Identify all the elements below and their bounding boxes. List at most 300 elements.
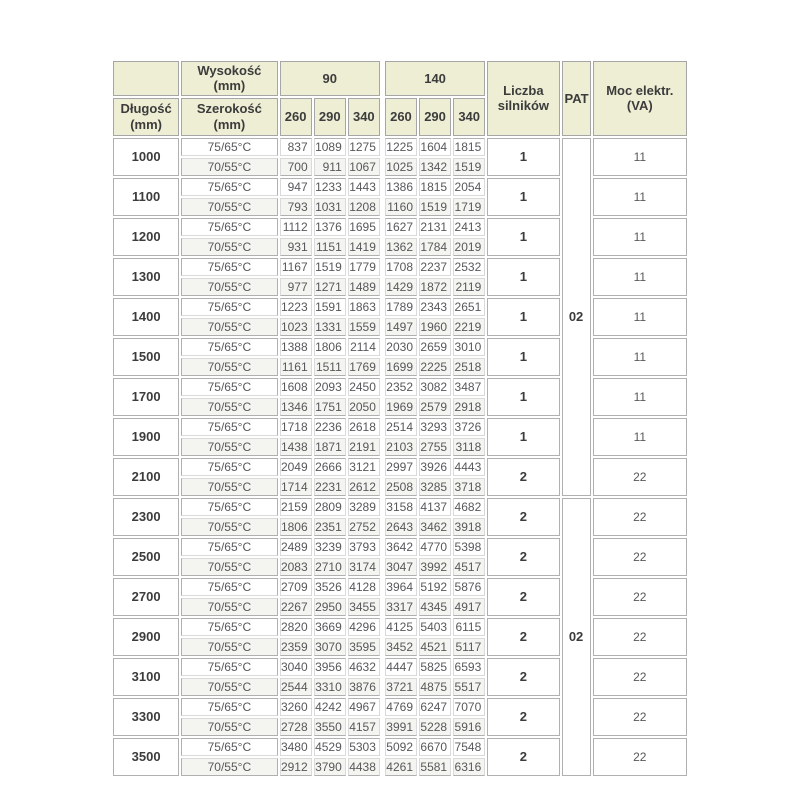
output-value-cell: 5192 — [419, 578, 451, 596]
motors-count-cell: 1 — [487, 178, 559, 216]
output-value-cell: 4447 — [385, 658, 417, 676]
output-value-cell: 3118 — [453, 438, 485, 456]
output-value-cell: 3317 — [385, 598, 417, 616]
output-value-cell: 3239 — [314, 538, 346, 556]
temp-label-cell: 70/55°C — [181, 398, 277, 416]
group-divider — [382, 338, 383, 356]
motors-count-cell: 2 — [487, 618, 559, 656]
row-1100-75-65 — [113, 178, 687, 196]
power-cell: 22 — [593, 618, 687, 656]
output-value-cell: 2532 — [453, 258, 485, 276]
temp-label-cell: 70/55°C — [181, 638, 277, 656]
group-divider — [382, 758, 383, 776]
temp-label-cell: 70/55°C — [181, 318, 277, 336]
power-cell: 22 — [593, 498, 687, 536]
temp-label-cell: 75/65°C — [181, 218, 277, 236]
group-divider — [382, 178, 383, 196]
temp-label-cell: 70/55°C — [181, 158, 277, 176]
height-90-header: 90 — [280, 61, 380, 96]
length-cell: 1400 — [113, 298, 179, 336]
output-value-cell: 1331 — [314, 318, 346, 336]
output-value-cell: 2710 — [314, 558, 346, 576]
output-value-cell: 1511 — [314, 358, 346, 376]
output-value-cell: 1708 — [385, 258, 417, 276]
group-divider — [382, 138, 383, 156]
output-value-cell: 1443 — [348, 178, 380, 196]
output-value-cell: 1161 — [280, 358, 312, 376]
temp-label-cell: 70/55°C — [181, 758, 277, 776]
output-value-cell: 4917 — [453, 598, 485, 616]
output-value-cell: 3595 — [348, 638, 380, 656]
output-value-cell: 4632 — [348, 658, 380, 676]
temp-label-cell: 70/55°C — [181, 678, 277, 696]
power-cell: 22 — [593, 458, 687, 496]
output-value-cell: 1960 — [419, 318, 451, 336]
output-value-cell: 2544 — [280, 678, 312, 696]
output-value-cell: 911 — [314, 158, 346, 176]
length-cell: 3500 — [113, 738, 179, 776]
output-value-cell: 3174 — [348, 558, 380, 576]
output-value-cell: 4967 — [348, 698, 380, 716]
output-value-cell: 2236 — [314, 418, 346, 436]
output-value-cell: 1429 — [385, 278, 417, 296]
output-value-cell: 2119 — [453, 278, 485, 296]
row-2900-75-65 — [113, 618, 687, 636]
output-value-cell: 2489 — [280, 538, 312, 556]
output-value-cell: 1167 — [280, 258, 312, 276]
output-value-cell: 5581 — [419, 758, 451, 776]
output-value-cell: 3070 — [314, 638, 346, 656]
row-1500-75-65 — [113, 338, 687, 356]
output-value-cell: 2219 — [453, 318, 485, 336]
temp-label-cell: 75/65°C — [181, 258, 277, 276]
group-divider — [382, 558, 383, 576]
group-divider — [382, 158, 383, 176]
output-value-cell: 2159 — [280, 498, 312, 516]
group-divider — [382, 698, 383, 716]
temp-label-cell: 70/55°C — [181, 358, 277, 376]
power-cell: 11 — [593, 258, 687, 296]
group-divider — [382, 438, 383, 456]
power-cell: 22 — [593, 538, 687, 576]
output-value-cell: 1608 — [280, 378, 312, 396]
group-divider — [382, 638, 383, 656]
output-value-cell: 3991 — [385, 718, 417, 736]
output-value-cell: 1815 — [419, 178, 451, 196]
output-value-cell: 1342 — [419, 158, 451, 176]
output-value-cell: 2450 — [348, 378, 380, 396]
motors-count-cell: 1 — [487, 338, 559, 376]
height-header: Wysokość (mm) — [181, 61, 277, 96]
output-value-cell: 3082 — [419, 378, 451, 396]
output-value-cell: 4438 — [348, 758, 380, 776]
output-value-cell: 2083 — [280, 558, 312, 576]
temp-label-cell: 75/65°C — [181, 138, 277, 156]
length-cell: 1700 — [113, 378, 179, 416]
temp-label-cell: 75/65°C — [181, 298, 277, 316]
group-divider — [382, 718, 383, 736]
output-value-cell: 5117 — [453, 638, 485, 656]
output-value-cell: 3289 — [348, 498, 380, 516]
output-value-cell: 2231 — [314, 478, 346, 496]
output-value-cell: 2030 — [385, 338, 417, 356]
temp-label-cell: 70/55°C — [181, 518, 277, 536]
output-value-cell: 1112 — [280, 218, 312, 236]
temp-label-cell: 70/55°C — [181, 718, 277, 736]
output-value-cell: 1233 — [314, 178, 346, 196]
output-value-cell: 837 — [280, 138, 312, 156]
output-value-cell: 4125 — [385, 618, 417, 636]
output-value-cell: 1695 — [348, 218, 380, 236]
output-value-cell: 5517 — [453, 678, 485, 696]
length-header: Długość (mm) — [113, 98, 179, 136]
group-divider — [382, 578, 383, 596]
output-value-cell: 3121 — [348, 458, 380, 476]
output-value-cell: 1806 — [280, 518, 312, 536]
output-value-cell: 3455 — [348, 598, 380, 616]
width-260-header: 260 — [385, 98, 417, 136]
output-value-cell: 3010 — [453, 338, 485, 356]
output-value-cell: 2225 — [419, 358, 451, 376]
temp-label-cell: 70/55°C — [181, 558, 277, 576]
output-value-cell: 1871 — [314, 438, 346, 456]
output-value-cell: 3964 — [385, 578, 417, 596]
output-value-cell: 5092 — [385, 738, 417, 756]
output-value-cell: 1806 — [314, 338, 346, 356]
output-value-cell: 3926 — [419, 458, 451, 476]
power-cell: 11 — [593, 338, 687, 376]
power-cell: 11 — [593, 178, 687, 216]
temp-label-cell: 70/55°C — [181, 438, 277, 456]
output-value-cell: 3793 — [348, 538, 380, 556]
motors-count-cell: 2 — [487, 458, 559, 496]
output-value-cell: 2343 — [419, 298, 451, 316]
output-value-cell: 2752 — [348, 518, 380, 536]
corner-cell — [113, 61, 179, 96]
output-value-cell: 1751 — [314, 398, 346, 416]
motors-count-cell: 1 — [487, 418, 559, 456]
output-value-cell: 4128 — [348, 578, 380, 596]
power-cell: 11 — [593, 218, 687, 256]
temp-label-cell: 75/65°C — [181, 698, 277, 716]
length-cell: 2500 — [113, 538, 179, 576]
output-value-cell: 4529 — [314, 738, 346, 756]
power-cell: 22 — [593, 738, 687, 776]
group-divider — [382, 478, 383, 496]
output-value-cell: 3462 — [419, 518, 451, 536]
power-cell: 22 — [593, 578, 687, 616]
output-value-cell: 4875 — [419, 678, 451, 696]
output-value-cell: 3487 — [453, 378, 485, 396]
output-value-cell: 1362 — [385, 238, 417, 256]
output-value-cell: 2666 — [314, 458, 346, 476]
motors-count-cell: 2 — [487, 498, 559, 536]
pat-cell: 02 — [562, 498, 591, 776]
output-value-cell: 3310 — [314, 678, 346, 696]
length-cell: 1000 — [113, 138, 179, 176]
output-value-cell: 6247 — [419, 698, 451, 716]
output-value-cell: 4296 — [348, 618, 380, 636]
group-divider — [382, 418, 383, 436]
length-cell: 3300 — [113, 698, 179, 736]
output-value-cell: 1863 — [348, 298, 380, 316]
group-divider — [382, 218, 383, 236]
output-value-cell: 2651 — [453, 298, 485, 316]
output-value-cell: 1160 — [385, 198, 417, 216]
motors-count-cell: 2 — [487, 738, 559, 776]
row-1900-75-65 — [113, 418, 687, 436]
output-value-cell: 1784 — [419, 238, 451, 256]
output-value-cell: 3293 — [419, 418, 451, 436]
temp-label-cell: 75/65°C — [181, 418, 277, 436]
output-value-cell: 3526 — [314, 578, 346, 596]
radiator-spec-table — [111, 59, 689, 778]
temp-label-cell: 70/55°C — [181, 278, 277, 296]
output-value-cell: 2508 — [385, 478, 417, 496]
output-value-cell: 3158 — [385, 498, 417, 516]
row-3500-75-65 — [113, 738, 687, 756]
output-value-cell: 2093 — [314, 378, 346, 396]
width-340-header: 340 — [453, 98, 485, 136]
output-value-cell: 1497 — [385, 318, 417, 336]
output-value-cell: 2237 — [419, 258, 451, 276]
output-value-cell: 2912 — [280, 758, 312, 776]
output-value-cell: 7548 — [453, 738, 485, 756]
output-value-cell: 4345 — [419, 598, 451, 616]
output-value-cell: 1208 — [348, 198, 380, 216]
temp-label-cell: 70/55°C — [181, 478, 277, 496]
row-2700-75-65 — [113, 578, 687, 596]
power-cell: 11 — [593, 138, 687, 176]
output-value-cell: 3718 — [453, 478, 485, 496]
power-cell: 11 — [593, 298, 687, 336]
output-value-cell: 4443 — [453, 458, 485, 476]
output-value-cell: 931 — [280, 238, 312, 256]
output-value-cell: 5876 — [453, 578, 485, 596]
output-value-cell: 1376 — [314, 218, 346, 236]
output-value-cell: 3669 — [314, 618, 346, 636]
output-value-cell: 3876 — [348, 678, 380, 696]
group-divider — [382, 498, 383, 516]
output-value-cell: 1419 — [348, 238, 380, 256]
row-2100-75-65 — [113, 458, 687, 476]
output-value-cell: 6593 — [453, 658, 485, 676]
output-value-cell: 5228 — [419, 718, 451, 736]
output-value-cell: 1789 — [385, 298, 417, 316]
output-value-cell: 2050 — [348, 398, 380, 416]
output-value-cell: 1519 — [419, 198, 451, 216]
output-value-cell: 5916 — [453, 718, 485, 736]
group-divider — [382, 238, 383, 256]
output-value-cell: 4769 — [385, 698, 417, 716]
output-value-cell: 1815 — [453, 138, 485, 156]
group-divider — [382, 678, 383, 696]
output-value-cell: 2643 — [385, 518, 417, 536]
length-cell: 2700 — [113, 578, 179, 616]
output-value-cell: 3480 — [280, 738, 312, 756]
motors-count-cell: 1 — [487, 138, 559, 176]
group-divider — [382, 198, 383, 216]
output-value-cell: 5303 — [348, 738, 380, 756]
output-value-cell: 1718 — [280, 418, 312, 436]
output-value-cell: 1769 — [348, 358, 380, 376]
pat-header: PAT — [562, 61, 591, 136]
output-value-cell: 2709 — [280, 578, 312, 596]
row-1700-75-65 — [113, 378, 687, 396]
output-value-cell: 4261 — [385, 758, 417, 776]
temp-label-cell: 75/65°C — [181, 378, 277, 396]
output-value-cell: 1604 — [419, 138, 451, 156]
temp-label-cell: 75/65°C — [181, 658, 277, 676]
output-value-cell: 2352 — [385, 378, 417, 396]
output-value-cell: 947 — [280, 178, 312, 196]
temp-label-cell: 75/65°C — [181, 178, 277, 196]
group-divider — [382, 618, 383, 636]
output-value-cell: 1025 — [385, 158, 417, 176]
output-value-cell: 1023 — [280, 318, 312, 336]
length-cell: 1900 — [113, 418, 179, 456]
row-3300-75-65 — [113, 698, 687, 716]
width-header: Szerokość (mm) — [181, 98, 277, 136]
output-value-cell: 4517 — [453, 558, 485, 576]
output-value-cell: 1591 — [314, 298, 346, 316]
output-value-cell: 2351 — [314, 518, 346, 536]
row-1200-75-65 — [113, 218, 687, 236]
output-value-cell: 1872 — [419, 278, 451, 296]
output-value-cell: 2950 — [314, 598, 346, 616]
temp-label-cell: 70/55°C — [181, 238, 277, 256]
output-value-cell: 4682 — [453, 498, 485, 516]
output-value-cell: 3642 — [385, 538, 417, 556]
output-value-cell: 2514 — [385, 418, 417, 436]
motors-count-cell: 2 — [487, 698, 559, 736]
output-value-cell: 3992 — [419, 558, 451, 576]
output-value-cell: 1699 — [385, 358, 417, 376]
group-divider — [382, 61, 383, 136]
output-value-cell: 3260 — [280, 698, 312, 716]
output-value-cell: 1271 — [314, 278, 346, 296]
row-1300-75-65 — [113, 258, 687, 276]
output-value-cell: 3040 — [280, 658, 312, 676]
height-140-header: 140 — [385, 61, 485, 96]
row-1000-75-65 — [113, 138, 687, 156]
output-value-cell: 2413 — [453, 218, 485, 236]
length-cell: 2300 — [113, 498, 179, 536]
width-290-header: 290 — [419, 98, 451, 136]
output-value-cell: 4770 — [419, 538, 451, 556]
output-value-cell: 1346 — [280, 398, 312, 416]
group-divider — [382, 298, 383, 316]
row-1400-75-65 — [113, 298, 687, 316]
output-value-cell: 2579 — [419, 398, 451, 416]
output-value-cell: 2191 — [348, 438, 380, 456]
output-value-cell: 1386 — [385, 178, 417, 196]
output-value-cell: 4137 — [419, 498, 451, 516]
width-340-header: 340 — [348, 98, 380, 136]
row-2500-75-65 — [113, 538, 687, 556]
temp-label-cell: 75/65°C — [181, 458, 277, 476]
output-value-cell: 6670 — [419, 738, 451, 756]
power-cell: 22 — [593, 658, 687, 696]
output-value-cell: 2728 — [280, 718, 312, 736]
output-value-cell: 3790 — [314, 758, 346, 776]
output-value-cell: 6316 — [453, 758, 485, 776]
output-value-cell: 5825 — [419, 658, 451, 676]
width-260-header: 260 — [280, 98, 312, 136]
output-value-cell: 1519 — [314, 258, 346, 276]
output-value-cell: 2267 — [280, 598, 312, 616]
output-value-cell: 4157 — [348, 718, 380, 736]
group-divider — [382, 538, 383, 556]
output-value-cell: 3726 — [453, 418, 485, 436]
output-value-cell: 3956 — [314, 658, 346, 676]
output-value-cell: 1275 — [348, 138, 380, 156]
output-value-cell: 1969 — [385, 398, 417, 416]
output-value-cell: 2918 — [453, 398, 485, 416]
length-cell: 1100 — [113, 178, 179, 216]
output-value-cell: 2809 — [314, 498, 346, 516]
motors-count-cell: 2 — [487, 578, 559, 616]
group-divider — [382, 658, 383, 676]
motors-count-cell: 1 — [487, 218, 559, 256]
output-value-cell: 1779 — [348, 258, 380, 276]
motors-count-cell: 2 — [487, 538, 559, 576]
temp-label-cell: 75/65°C — [181, 738, 277, 756]
output-value-cell: 1438 — [280, 438, 312, 456]
output-value-cell: 793 — [280, 198, 312, 216]
temp-label-cell: 75/65°C — [181, 538, 277, 556]
group-divider — [382, 378, 383, 396]
length-cell: 1500 — [113, 338, 179, 376]
output-value-cell: 2612 — [348, 478, 380, 496]
output-value-cell: 3047 — [385, 558, 417, 576]
group-divider — [382, 278, 383, 296]
output-value-cell: 4242 — [314, 698, 346, 716]
length-cell: 2900 — [113, 618, 179, 656]
output-value-cell: 1225 — [385, 138, 417, 156]
output-value-cell: 1089 — [314, 138, 346, 156]
temp-label-cell: 75/65°C — [181, 578, 277, 596]
output-value-cell: 1519 — [453, 158, 485, 176]
output-value-cell: 977 — [280, 278, 312, 296]
output-value-cell: 1067 — [348, 158, 380, 176]
length-cell: 1300 — [113, 258, 179, 296]
output-value-cell: 1489 — [348, 278, 380, 296]
group-divider — [382, 738, 383, 756]
output-value-cell: 2114 — [348, 338, 380, 356]
group-divider — [382, 318, 383, 336]
row-3100-75-65 — [113, 658, 687, 676]
output-value-cell: 700 — [280, 158, 312, 176]
table-wrapper — [111, 0, 689, 778]
output-value-cell: 1719 — [453, 198, 485, 216]
output-value-cell: 7070 — [453, 698, 485, 716]
output-value-cell: 2659 — [419, 338, 451, 356]
output-value-cell: 3285 — [419, 478, 451, 496]
power-header: Moc elektr. (VA) — [593, 61, 687, 136]
output-value-cell: 3918 — [453, 518, 485, 536]
output-value-cell: 3550 — [314, 718, 346, 736]
group-divider — [382, 258, 383, 276]
group-divider — [382, 598, 383, 616]
output-value-cell: 2820 — [280, 618, 312, 636]
group-divider — [382, 458, 383, 476]
power-cell: 11 — [593, 378, 687, 416]
output-value-cell: 4521 — [419, 638, 451, 656]
output-value-cell: 5398 — [453, 538, 485, 556]
temp-label-cell: 75/65°C — [181, 338, 277, 356]
output-value-cell: 5403 — [419, 618, 451, 636]
